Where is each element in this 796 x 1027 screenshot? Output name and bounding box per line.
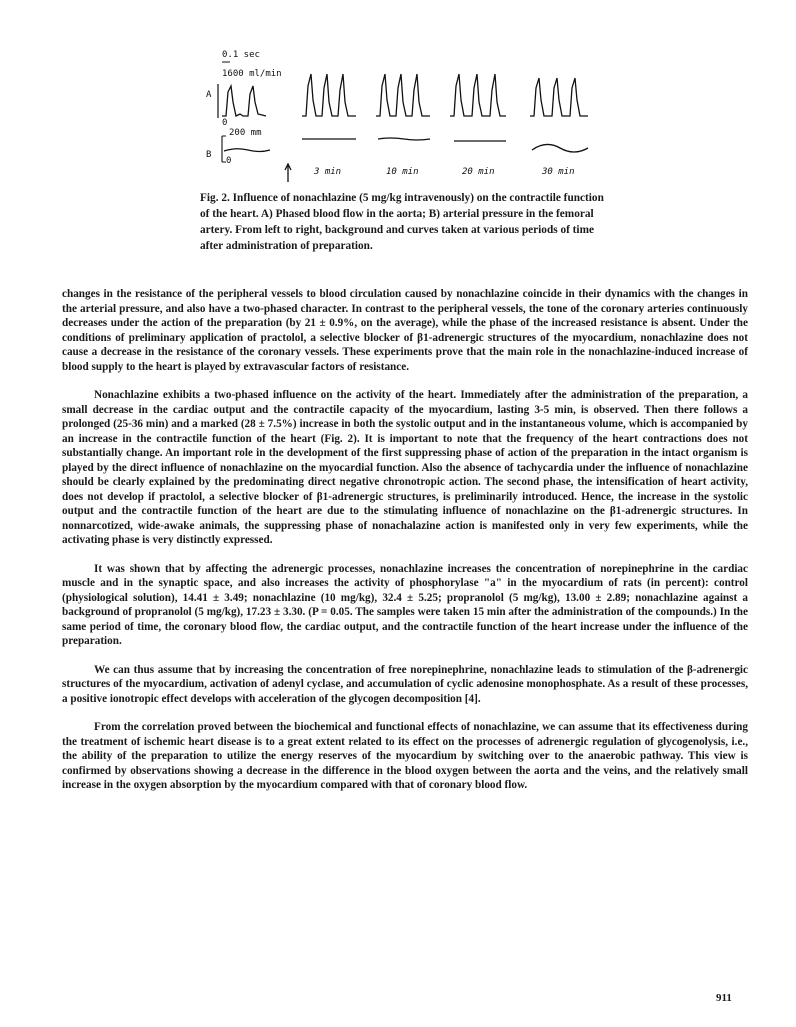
figure-caption-text: Influence of nonachlazine (5 mg/kg intravenously) on the contractile function of the heart. A) Phased blood flow in the aorta; B) arterial pressure in the femoral artery. From left to right, background and curves taken at various periods of time after administration of preparation. bbox=[200, 192, 604, 252]
time-label-30: 30 min bbox=[542, 167, 575, 177]
paragraph-5: From the correlation proved between the biochemical and functional effects of nonachlazine, we can assume that its effectiveness during the treatment of ischemic heart disease is to a great extent related to its effect on the processes of adrenergic regulation of glycogenolysis, i.e., the ability of the preparation to utilize the energy reserves of the myocardium by switching over to the anaerobic pathway. This view is confirmed by observations showing a decrease in the difference in the blood oxygen between the aorta and the veins, and the relatively small increase in the oxygen absorption by the myocardium compared with that of coronary blood flow. bbox=[62, 721, 748, 791]
pressure-traces bbox=[224, 138, 588, 152]
row-b-zero: 0 bbox=[226, 156, 232, 166]
administration-arrow bbox=[285, 164, 291, 182]
scale-time-label: 0.1 sec bbox=[222, 50, 260, 60]
time-label-20: 20 min bbox=[462, 167, 495, 177]
page-number: 911 bbox=[716, 992, 732, 1004]
paragraph-3: It was shown that by affecting the adrenergic processes, nonachlazine increases the concentration of norepinephrine in the cardiac muscle and in the synaptic space, and also increases the activity of phosphorylase "a" in the myocardium of rats (in percent): control (physiological solution), 14.41 ± 3.49; nonachlazine (10 mg/kg), 32.4 ± 5.25; propranolol (5 mg/kg), 13.00 ± 2.89; nonachlazine against a background of propranolol (5 mg/kg), 17.23 ± 3.30. (P = 0.05. The samples were taken 15 min after the administration of the compounds.) In the same period of time, the coronary blood flow, the cardiac output, and the contractile function of the heart increase under the influence of the preparation. bbox=[62, 562, 748, 647]
paragraph-2: Nonachlazine exhibits a two-phased influence on the activity of the heart. Immediately after the administration of the preparation, a small decrease in the cardiac output and the contractile capacity of the myocardium, lasting 3-5 min, is observed. Then there follows a prolonged (25-36 min) and a marked (28 ± 7.5%) increase in both the systolic output and in the instantaneous volume, which is accompanied by an increase in the contractile function of the heart (Fig. 2). It is important to note that the frequency of the heart contractions does not substantially change. An important role in the development of the first suppressing phase of action of the preparation in the intact organism is played by the direct influence of nonachlazine on the myocardial function. Also the absence of tachycardia under the influence of nonachlazine should be clearly explained by the predominating direct negative chronotropic action. The second phase, the intensification of heart activity, does not develop if practolol, a selective blocker of β1-adrenergic structures, is preliminarily introduced. Hence, the increase in the systolic output and the contractile function of the heart are due to the stimulating influence of nonachlazine on the β1-adrenergic structures. In nonnarcotized, wide-awake animals, the suppressing phase of nonachalazine action is manifested only in very few experiments, while the activating phase is very distinctly expressed. bbox=[62, 389, 748, 546]
oscillogram-traces bbox=[196, 44, 616, 186]
phased-flow-traces bbox=[222, 74, 588, 116]
row-a-zero: 0 bbox=[222, 118, 228, 128]
time-label-3: 3 min bbox=[314, 167, 342, 177]
scale-flow-label: 1600 ml/min bbox=[222, 69, 282, 79]
paragraph-1: changes in the resistance of the peripheral vessels to blood circulation caused by nonachlazine coincide in their dynamics with the changes in the arterial pressure, and also have a two-phased character. In contrast to the peripheral vessels, the tone of the coronary arteries continuously decreases under the action of the preparation (by 21 ± 0.9%, on the average), while the phase of the increased resistance is absent. Under the conditions of preliminary application of practolol, a selective blocker of β1-adrenergic structures of the myocardium, nonachlazine does not cause a decrease in the resistance of the coronary vessels. These experiments prove that the main role in the nonachlazine-induced increase of blood supply to the heart is played by extravascular factors of resistance. bbox=[62, 288, 748, 373]
figure-caption-label: Fig. 2. bbox=[200, 192, 230, 204]
scale-pressure-label: 200 mm bbox=[229, 128, 262, 138]
time-label-10: 10 min bbox=[386, 167, 419, 177]
body-text bbox=[62, 287, 748, 807]
figure-caption bbox=[200, 190, 610, 254]
row-a-label: A bbox=[206, 90, 212, 100]
row-b-label: B bbox=[206, 150, 212, 160]
figure-2 bbox=[196, 44, 616, 186]
paragraph-4: We can thus assume that by increasing the concentration of free norepinephrine, nonachlazine leads to stimulation of the β-adrenergic structures of the myocardium, activation of adenyl cyclase, and accumulation of cyclic adenosine monophosphate. As a result of these processes, a positive ionotropic effect develops with acceleration of the glycogen decomposition [4]. bbox=[62, 663, 748, 705]
